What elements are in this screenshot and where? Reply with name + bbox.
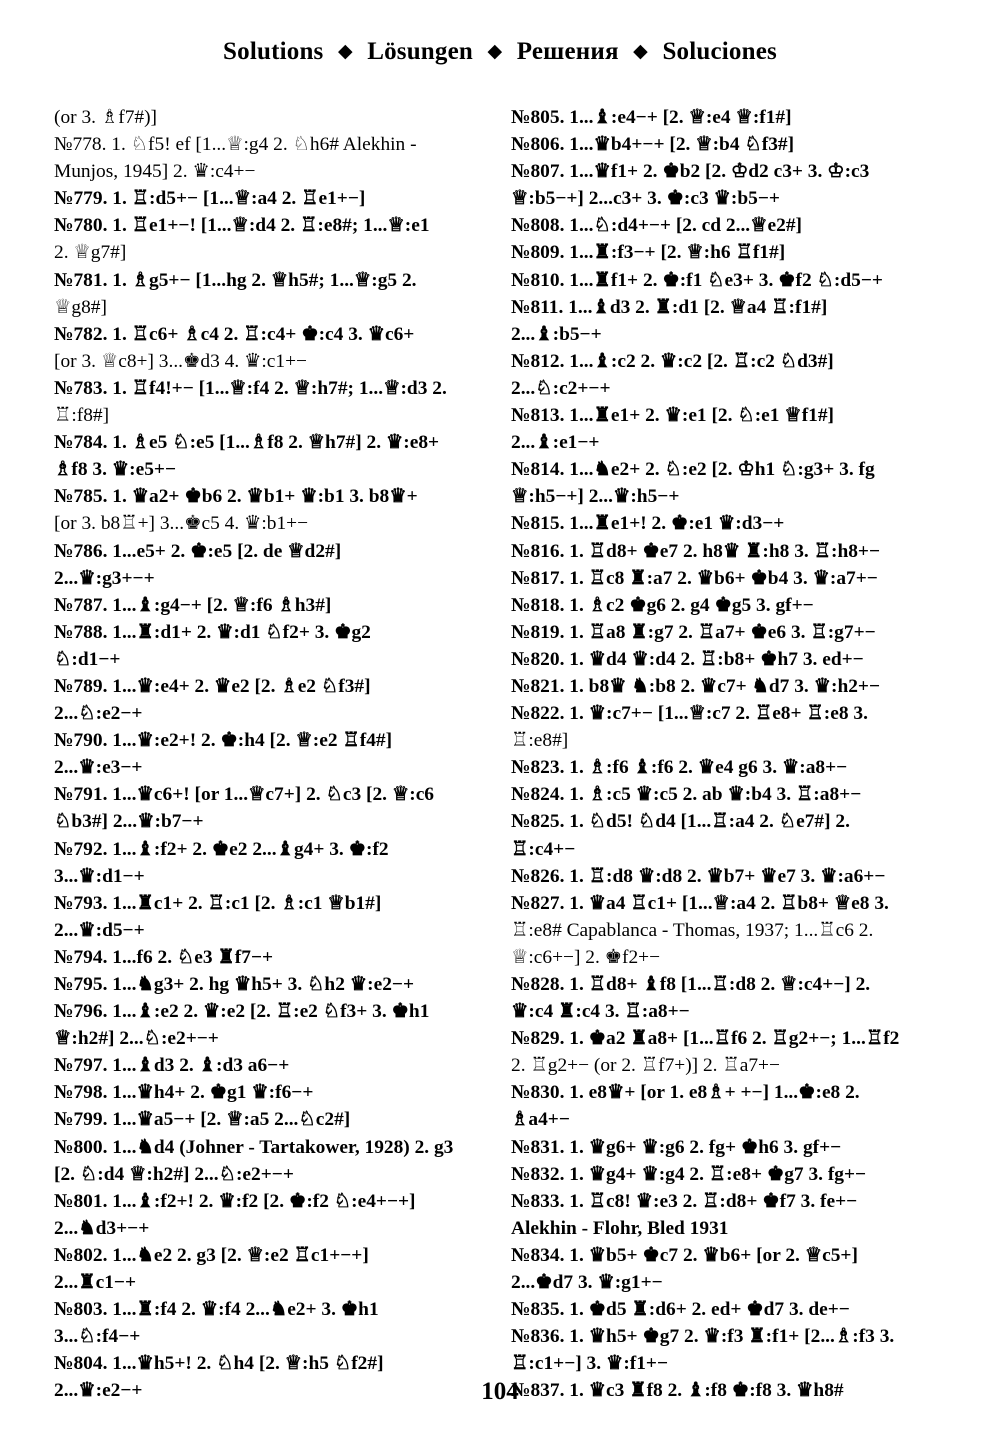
solution-line: 2...♘:c2+−+	[511, 377, 611, 399]
solution-line: №803. 1...♜:f4 2. ♛:f4 2...♞e2+ 3. ♚h1	[54, 1299, 379, 1321]
solution-line: №786. 1...e5+ 2. ♚:e5 [2. de ♕d2#]	[54, 540, 342, 562]
solution-line: 2...♛:e3−+	[54, 757, 143, 779]
solution-line: [or 3. b8♖+] 3...♚c5 4. ♛:b1+−	[54, 513, 309, 535]
solution-line: №809. 1...♜:f3−+ [2. ♕:h6 ♖f1#]	[511, 242, 786, 264]
solution-line: ♗f8 3. ♛:e5+−	[54, 459, 177, 481]
solution-line: [2. ♘:d4 ♕:h2#] 2...♘:e2+−+	[54, 1163, 294, 1185]
solution-line: №836. 1. ♛h5+ ♚g7 2. ♛:f3 ♜:f1+ [2...♗:f3 3.	[511, 1326, 895, 1348]
diamond-separator-icon: ◆	[633, 41, 648, 62]
solution-line: №820. 1. ♛d4 ♛:d4 2. ♖:b8+ ♚h7 3. ed+−	[511, 648, 864, 670]
solution-line: №834. 1. ♛b5+ ♚c7 2. ♛b6+ [or 2. ♕c5+]	[511, 1244, 858, 1266]
solution-line: 2...♛:g3+−+	[54, 567, 155, 589]
solution-line: №794. 1...f6 2. ♘e3 ♜f7−+	[54, 946, 274, 968]
solution-line: Munjos, 1945] 2. ♛:c4+−	[54, 161, 256, 183]
solution-line: №797. 1...♝d3 2. ♝:d3 a6−+	[54, 1055, 290, 1077]
solution-line: ♖:e8# Capablanca - Thomas, 1937; 1...♖c6 2.	[511, 919, 874, 941]
solution-line: №799. 1...♛a5−+ [2. ♕:a5 2...♘c2#]	[54, 1109, 351, 1131]
page-header	[0, 38, 1000, 66]
solution-line: 3...♘:f4−+	[54, 1326, 141, 1348]
header-title-ru: Решения	[516, 38, 619, 65]
header-title-es: Soluciones	[662, 38, 777, 65]
solution-line: №801. 1...♝:f2+! 2. ♛:f2 [2. ♚:f2 ♘:e4+−+]	[54, 1190, 416, 1212]
solution-line: №778. 1. ♘f5! ef [1...♕:g4 2. ♘h6# Alekhin -	[54, 134, 417, 156]
solution-line: №807. 1...♛f1+ 2. ♚b2 [2. ♔d2 c3+ 3. ♔:c3	[511, 161, 870, 183]
diamond-separator-icon: ◆	[337, 41, 353, 62]
solution-line: ♕:b5−+] 2...c3+ 3. ♚:c3 ♛:b5−+	[511, 188, 780, 210]
solution-line: №796. 1...♝:e2 2. ♛:e2 [2. ♖:e2 ♘f3+ 3. ♚h1	[54, 1001, 430, 1023]
solution-line: №830. 1. e8♛+ [or 1. e8♗+ +−] 1...♚:e8 2.	[511, 1082, 860, 1104]
header-title-en: Solutions	[223, 38, 324, 65]
solution-line: №787. 1...♝:g4−+ [2. ♕:f6 ♗h3#]	[54, 594, 332, 616]
page-number: 104	[481, 1378, 519, 1405]
solution-line: №822. 1. ♛:c7+− [1...♕:c7 2. ♖e8+ ♖:e8 3.	[511, 703, 868, 725]
solution-line: №823. 1. ♗:f6 ♝:f6 2. ♛e4 g6 3. ♛:a8+−	[511, 757, 848, 779]
solution-line: №808. 1...♘:d4+−+ [2. cd 2...♕e2#]	[511, 215, 802, 237]
solution-line: [or 3. ♕c8+] 3...♚d3 4. ♛:c1+−	[54, 350, 307, 372]
solution-line: №806. 1...♛b4+−+ [2. ♕:b4 ♘f3#]	[511, 134, 795, 156]
solution-line: №813. 1...♜e1+ 2. ♛:e1 [2. ♘:e1 ♕f1#]	[511, 405, 834, 427]
solution-line: 2. ♕g7#]	[54, 242, 127, 264]
solution-line: №831. 1. ♛g6+ ♛:g6 2. fg+ ♚h6 3. gf+−	[511, 1136, 842, 1158]
solution-line: ♕:h2#] 2...♘:e2+−+	[54, 1028, 219, 1050]
solution-line: №811. 1...♝d3 2. ♜:d1 [2. ♕a4 ♖:f1#]	[511, 296, 828, 318]
solution-line: ♘b3#] 2...♛:b7−+	[54, 811, 204, 833]
solution-line: №788. 1...♜:d1+ 2. ♛:d1 ♘f2+ 3. ♚g2	[54, 621, 371, 643]
solution-line: ♗a4+−	[511, 1109, 570, 1131]
solution-line: №800. 1...♞d4 (Johner - Tartakower, 1928) 2. g3	[54, 1136, 454, 1158]
solution-line: №791. 1...♛c6+! [or 1...♕c7+] 2. ♘c3 [2. ♕:c6	[54, 784, 434, 806]
solution-line: 2. ♖g2+− (or 2. ♖f7+)] 2. ♖a7+−	[511, 1055, 780, 1077]
diamond-separator-icon: ◆	[487, 41, 503, 62]
solution-line: №818. 1. ♗c2 ♚g6 2. g4 ♚g5 3. gf+−	[511, 594, 814, 616]
solution-line: №792. 1...♝:f2+ 2. ♚e2 2...♝g4+ 3. ♚:f2	[54, 838, 389, 860]
solution-line: 2...♘:e2−+	[54, 703, 143, 725]
solution-line: ♕:h5−+] 2...♛:h5−+	[511, 486, 680, 508]
solution-line: №825. 1. ♘d5! ♘d4 [1...♖:a4 2. ♘e7#] 2.	[511, 811, 850, 833]
solution-line: №793. 1...♜c1+ 2. ♖:c1 [2. ♗:c1 ♕b1#]	[54, 892, 382, 914]
solution-line: №790. 1...♛:e2+! 2. ♚:h4 [2. ♕:e2 ♖f4#]	[54, 730, 393, 752]
solution-line: №814. 1...♞e2+ 2. ♘:e2 [2. ♔h1 ♘:g3+ 3. fg	[511, 459, 875, 481]
solution-line: (or 3. ♗f7#)]	[54, 107, 157, 128]
solution-line: ♘:d1−+	[54, 648, 121, 670]
right-solutions-column	[511, 104, 951, 1405]
solution-line: 2...♜c1−+	[54, 1272, 137, 1294]
solution-line: №837. 1. ♛c3 ♜f8 2. ♝:f8 ♚:f8 3. ♛h8#	[511, 1380, 844, 1402]
solution-line: 2...♝:b5−+	[511, 323, 602, 345]
solution-line: №815. 1...♜e1+! 2. ♚:e1 ♛:d3−+	[511, 513, 785, 535]
solution-line: №795. 1...♞g3+ 2. hg ♛h5+ 3. ♘h2 ♛:e2−+	[54, 974, 414, 995]
solution-line: №810. 1...♜f1+ 2. ♚:f1 ♘e3+ 3. ♚f2 ♘:d5−+	[511, 269, 883, 291]
solution-line: №781. 1. ♗g5+− [1...hg 2. ♕h5#; 1...♕:g5 2.	[54, 269, 417, 291]
solution-line: №802. 1...♞e2 2. g3 [2. ♕:e2 ♖c1+−+]	[54, 1244, 369, 1266]
solution-line: №805. 1...♝:e4−+ [2. ♕:e4 ♕:f1#]	[511, 107, 792, 128]
solution-line: №824. 1. ♗:c5 ♛:c5 2. ab ♛:b4 3. ♖:a8+−	[511, 784, 862, 806]
solution-line: №827. 1. ♛a4 ♖c1+ [1...♕:a4 2. ♖b8+ ♕e8 3.	[511, 892, 889, 914]
solution-line: №832. 1. ♛g4+ ♛:g4 2. ♖:e8+ ♚g7 3. fg+−	[511, 1163, 867, 1185]
solution-line: ♖:c4+−	[511, 838, 576, 860]
left-solutions-column	[54, 104, 494, 1405]
solution-line: №821. 1. b8♛ ♞:b8 2. ♛c7+ ♞d7 3. ♛:h2+−	[511, 675, 881, 697]
solution-line: Alekhin - Flohr, Bled 1931	[511, 1217, 729, 1239]
solution-line: ♖:e8#]	[511, 730, 569, 752]
solution-line: №804. 1...♛h5+! 2. ♘h4 [2. ♕:h5 ♘f2#]	[54, 1353, 384, 1375]
solution-line: 2...♛:e2−+	[54, 1380, 143, 1402]
solution-line: №789. 1...♛:e4+ 2. ♛e2 [2. ♗e2 ♘f3#]	[54, 675, 371, 697]
solution-line: ♖:f8#]	[54, 405, 110, 427]
solution-line: №826. 1. ♖:d8 ♛:d8 2. ♛b7+ ♛e7 3. ♛:a6+−	[511, 865, 886, 887]
solution-line: №784. 1. ♗e5 ♘:e5 [1...♗f8 2. ♕h7#] 2. ♛:e8+	[54, 432, 440, 454]
solution-line: №798. 1...♛h4+ 2. ♚g1 ♛:f6−+	[54, 1082, 314, 1104]
solution-line: №779. 1. ♖:d5+− [1...♕:a4 2. ♖e1+−]	[54, 188, 366, 210]
solution-line: ♕g8#]	[54, 296, 107, 318]
solution-line: 2...♛:d5−+	[54, 919, 145, 941]
solution-line: 2...♝:e1−+	[511, 432, 600, 454]
solution-line: №819. 1. ♖a8 ♜:g7 2. ♖a7+ ♚e6 3. ♖:g7+−	[511, 621, 876, 643]
solution-line: ♖:c1+−] 3. ♛:f1+−	[511, 1353, 669, 1375]
solution-line: №829. 1. ♚a2 ♜a8+ [1...♖f6 2. ♖g2+−; 1...♖f2	[511, 1028, 900, 1050]
solution-line: 3...♛:d1−+	[54, 865, 145, 887]
solution-line: ♕:c6+−] 2. ♚f2+−	[511, 946, 661, 968]
solution-line: №835. 1. ♚d5 ♜:d6+ 2. ed+ ♚d7 3. de+−	[511, 1299, 850, 1321]
solution-line: №816. 1. ♖d8+ ♚e7 2. h8♛ ♜:h8 3. ♖:h8+−	[511, 540, 881, 562]
solution-line: №780. 1. ♖e1+−! [1...♕:d4 2. ♖:e8#; 1...♕:e1	[54, 215, 430, 237]
solution-line: №812. 1...♝:c2 2. ♛:c2 [2. ♖:c2 ♘d3#]	[511, 350, 834, 372]
solution-line: №783. 1. ♖f4!+− [1...♕:f4 2. ♕:h7#; 1...♕:d3 2.	[54, 377, 447, 399]
solution-line: №817. 1. ♖c8 ♜:a7 2. ♛b6+ ♚b4 3. ♛:a7+−	[511, 567, 878, 589]
solution-line: ♛:c4 ♜:c4 3. ♖:a8+−	[511, 1001, 690, 1023]
solution-line: 2...♚d7 3. ♛:g1+−	[511, 1272, 663, 1294]
solution-line: №828. 1. ♖d8+ ♝f8 [1...♖:d8 2. ♕:c4+−] 2.	[511, 974, 871, 995]
solution-line: 2...♞d3+−+	[54, 1217, 150, 1239]
solution-line: №782. 1. ♖c6+ ♗c4 2. ♖:c4+ ♚:c4 3. ♛c6+	[54, 323, 415, 345]
header-title-de: Lösungen	[367, 38, 474, 65]
solution-line: №785. 1. ♛a2+ ♚b6 2. ♛b1+ ♛:b1 3. b8♛+	[54, 486, 418, 508]
solution-line: №833. 1. ♖c8! ♛:e3 2. ♖:d8+ ♚f7 3. fe+−	[511, 1190, 858, 1212]
